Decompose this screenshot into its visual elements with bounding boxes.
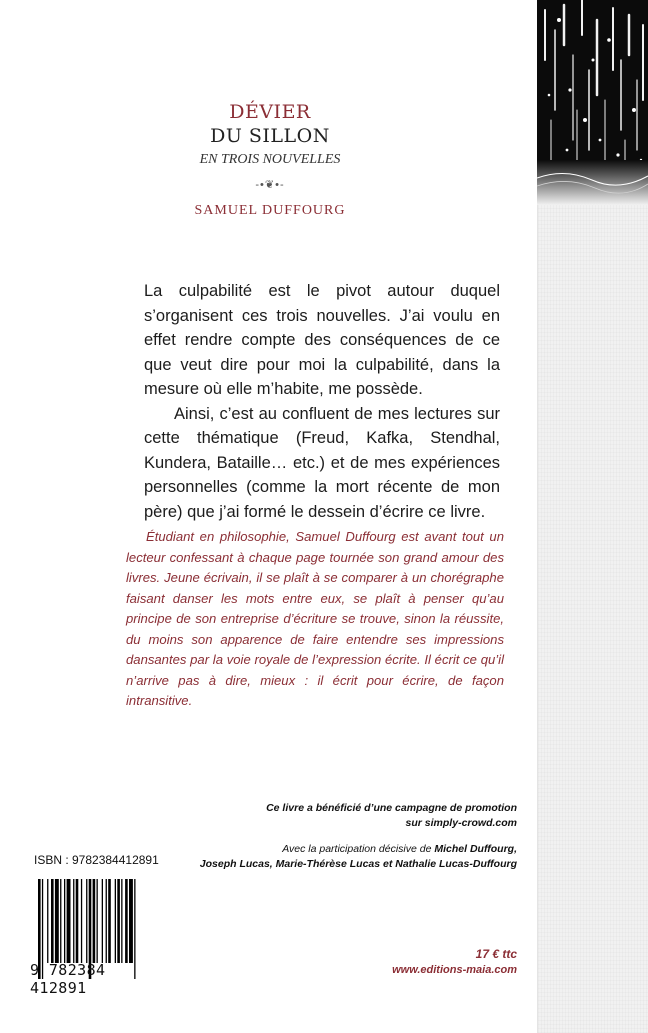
barcode-bar [121, 879, 122, 963]
barcode-bar [81, 879, 82, 963]
barcode-bar [117, 879, 120, 963]
barcode-bar [67, 879, 71, 963]
promo-line-2: sur simply-crowd.com [405, 817, 517, 829]
barcode-bar [86, 879, 87, 963]
promo-line-1: Ce livre a bénéficié d’une campagne de promotion [266, 802, 517, 814]
title-block [0, 100, 540, 219]
author-name: SAMUEL DUFFOURG [194, 203, 346, 218]
barcode-digits: 9 782384 412891 [30, 961, 106, 997]
participation-lead: Avec la participation décisive de [282, 843, 435, 855]
synopsis-paragraph-1: La culpabilité est le pivot autour duquel s’organisent ces trois nouvelles. J’ai voulu en effet rendre compte des conséquences de ce que veut dire pour moi la culpabilité, dans la mesure où elle m’habite, me possède. [144, 282, 500, 398]
synopsis-paragraph-2: Ainsi, c’est au confluent de mes lectures sur cette thématique (Freud, Kafka, Stendhal, Kundera, Bataille… etc.) et de mes expériences personnelles (comme la mort récente de mon père) que j’ai formé le dessein d’écrire ce livre. [144, 404, 500, 521]
book-subtitle: EN TROIS NOUVELLES [199, 152, 341, 167]
barcode-bar [60, 879, 61, 963]
barcode-bar [64, 879, 65, 963]
barcode-bar [93, 879, 96, 963]
barcode-bar [106, 879, 107, 963]
participation-names-2: Joseph Lucas, Marie-Thérèse Lucas et Nathalie Lucas-Duffourg [199, 858, 517, 870]
barcode-bar [73, 879, 74, 963]
publisher-website[interactable]: www.editions-maia.com [392, 964, 517, 976]
participation-line-1 [157, 842, 517, 857]
barcode-bar [102, 879, 103, 963]
price: 17 € ttc [475, 947, 517, 961]
barcode-bar [115, 879, 116, 963]
participation-note [157, 842, 517, 872]
barcode-bar [108, 879, 111, 963]
barcode-bar [125, 879, 128, 963]
barcode-bar [97, 879, 98, 963]
book-title-line2: DU SILLON [210, 125, 330, 147]
isbn-label: ISBN : 9782384412891 [34, 853, 159, 867]
participation-names-1: Michel Duffourg, [434, 843, 517, 855]
ornament-divider: -•❦•- [255, 179, 285, 191]
synopsis [144, 279, 500, 524]
barcode-bar [129, 879, 133, 963]
book-title-line1: DÉVIER [229, 101, 311, 123]
barcode-bar [51, 879, 54, 963]
author-bio: Étudiant en philosophie, Samuel Duffourg est avant tout un lecteur confessant à chaque page tournée son grand amour des livres. Jeune écrivain, il se plaît à se comparer à un chorégraphe faisant danser les mots entre eux, se plaît à penser qu’au principe de son entreprise d’écriture se trouve, sinon la réussite, du moins son apparence de faire entendre ses impressions dansantes par la voie royale de l’expression écrite. Il écrit ce qu’il n’arrive pas à dire, mieux : il écrit pour écrire, de façon intransitive. [126, 529, 504, 708]
rain-texture-art [537, 0, 648, 205]
barcode-bar [47, 879, 48, 963]
barcode-bar [55, 879, 59, 963]
promo-note [157, 801, 517, 831]
barcode-bar [76, 879, 79, 963]
